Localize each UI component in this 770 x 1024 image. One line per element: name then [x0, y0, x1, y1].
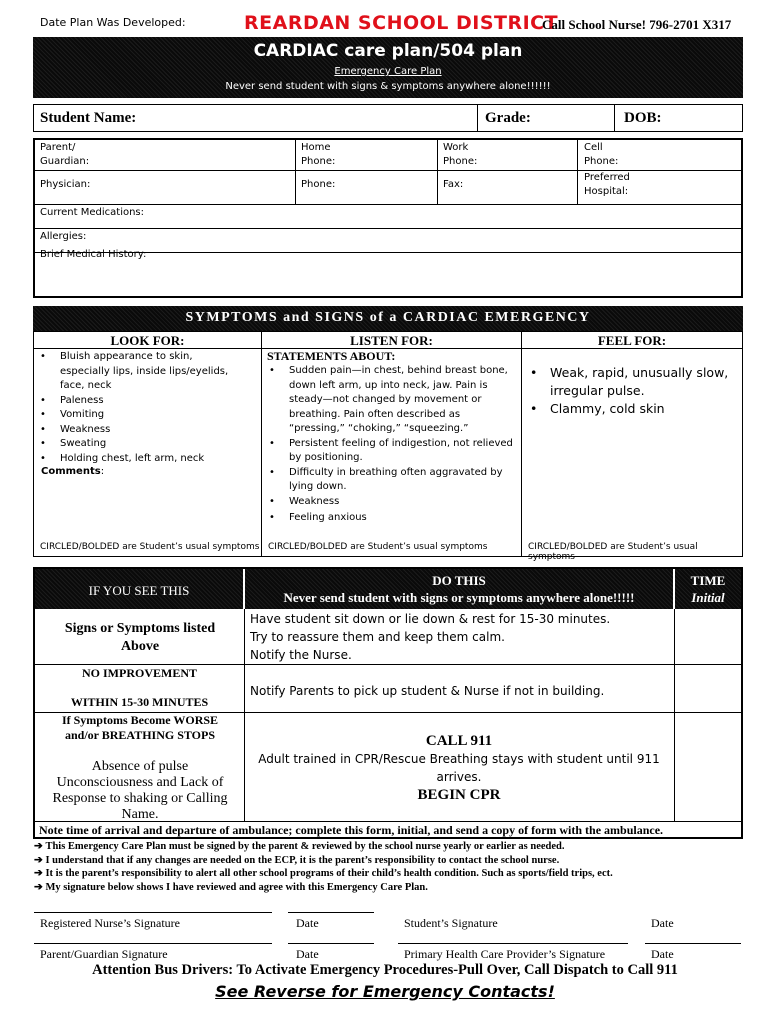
col1-header: IF YOU SEE THIS	[88, 583, 190, 598]
arrow-note	[34, 840, 754, 854]
plan-title: CARDIAC care plan/504 plan	[253, 41, 523, 61]
arrow-icon: ➔	[34, 881, 46, 893]
look-item: • Sweating	[36, 437, 236, 452]
arrow-note-text: My signature below shows I have reviewed and agree with this Emergency Care Plan.	[45, 881, 428, 893]
arrow-icon: ➔	[34, 868, 46, 879]
arrow-note-text: It is the parent’s responsibility to alert all other school programs of their child’s health condition. Such as sports/field trips, ect.	[45, 868, 613, 879]
title-banner	[33, 37, 743, 98]
bus-driver-notice: Attention Bus Drivers: To Activate Emergency Procedures-Pull Over, Call Dispatch to Call 911	[92, 962, 678, 978]
work-phone-label: Phone:	[443, 156, 478, 167]
look-item: • Vomiting	[36, 408, 236, 423]
row2-see-line1: NO IMPROVEMENT	[82, 666, 197, 680]
look-item: • Paleness	[36, 394, 236, 409]
col3-header: TIME	[690, 573, 726, 588]
cell-phone-label: Phone:	[584, 156, 619, 167]
see-reverse-notice: See Reverse for Emergency Contacts!	[215, 982, 555, 1001]
comments-label	[41, 466, 104, 477]
listen-circled-note: CIRCLED/BOLDED are Student’s usual symptoms	[268, 542, 488, 552]
row1-do	[250, 610, 670, 664]
listen-item: • Weakness	[265, 495, 515, 510]
parent-label: Parent/	[40, 142, 76, 153]
look-circled-note: CIRCLED/BOLDED are Student’s usual symptoms	[40, 542, 260, 552]
date4-line[interactable]	[645, 943, 741, 944]
row1-see: Signs or Symptoms listed Above	[64, 621, 216, 654]
arrow-notes	[34, 840, 754, 894]
student-row	[33, 104, 743, 132]
row3-see-bold: If Symptoms Become WORSE and/or BREATHING STOPS	[61, 713, 219, 742]
physician-phone-label: Phone:	[301, 179, 336, 190]
guardian-label: Guardian:	[40, 156, 90, 167]
contact-grid	[33, 138, 743, 298]
row3-do-text: Adult trained in CPR/Rescue Breathing stays with student until 911 arrives.	[258, 752, 660, 784]
dob-label: DOB:	[624, 110, 662, 126]
col3-subheader: Initial	[691, 590, 725, 605]
nurse-signature-line[interactable]	[34, 912, 272, 913]
symptoms-banner	[33, 306, 743, 331]
nurse-phone: Call School Nurse! 796-2701 X317	[542, 17, 732, 32]
row3-begin-cpr: BEGIN CPR	[417, 787, 501, 803]
row1-do-line: Notify the Nurse.	[250, 648, 352, 662]
arrow-note	[34, 881, 754, 895]
row1-do-line: Have student sit down or lie down & rest for 15-30 minutes.	[250, 612, 611, 626]
feel-circled-note: CIRCLED/BOLDED are Student’s usual symptoms	[528, 542, 698, 562]
date4-label: Date	[651, 947, 674, 961]
date1-line[interactable]	[288, 912, 374, 913]
look-list	[36, 350, 236, 466]
comments-label-text: Comments	[41, 466, 101, 477]
comments-colon: :	[100, 466, 105, 477]
row3-see-normal: Absence of pulse Unconsciousness and Lack of Response to shaking or Calling Name.	[52, 759, 228, 822]
row2-see-line2: WITHIN 15-30 MINUTES	[70, 695, 209, 709]
provider-signature-line[interactable]	[398, 943, 628, 944]
fax-label: Fax:	[443, 179, 464, 190]
plan-warning: Never send student with signs & symptoms anywhere alone!!!!!!	[225, 81, 551, 92]
home-phone-label: Phone:	[301, 156, 336, 167]
row1-do-line: Try to reassure them and keep them calm.	[250, 630, 505, 644]
grade-label: Grade:	[485, 110, 531, 126]
hospital-label: Hospital:	[584, 186, 629, 197]
feel-item: • Clammy, cold skin	[526, 400, 736, 418]
look-item: • Bluish appearance to skin, especially lips, inside lips/eyelids, face, neck	[36, 350, 236, 394]
feel-item: • Weak, rapid, unusually slow, irregular pulse.	[526, 364, 736, 400]
symptoms-title: SYMPTOMS and SIGNS of a CARDIAC EMERGENCY	[185, 310, 591, 325]
arrow-note-text: This Emergency Care Plan must be signed by the parent & reviewed by the school nurse yearly or earlier as needed.	[45, 841, 565, 852]
listen-subheader: STATEMENTS ABOUT:	[267, 349, 396, 363]
district-name: REARDAN SCHOOL DISTRICT	[244, 12, 559, 34]
col2-subheader: Never send student with signs or symptoms anywhere alone!!!!!	[283, 590, 635, 605]
date-developed-label: Date Plan Was Developed:	[40, 16, 186, 29]
listen-header: LISTEN FOR:	[350, 333, 433, 348]
arrow-icon: ➔	[34, 841, 46, 852]
work-label: Work	[443, 142, 469, 153]
arrow-note-text: I understand that if any changes are needed on the ECP, it is the parent’s responsibility to contact the school nurse.	[45, 854, 560, 866]
medications-label: Current Medications:	[40, 207, 145, 218]
provider-signature-label: Primary Health Care Provider’s Signature	[404, 947, 606, 961]
listen-item: • Difficulty in breathing often aggravated by lying down.	[265, 466, 515, 495]
date2-label: Date	[651, 916, 674, 930]
row3-call-911: CALL 911	[425, 733, 493, 749]
look-header: LOOK FOR:	[110, 333, 185, 348]
look-item: • Holding chest, left arm, neck	[36, 452, 236, 467]
col2-header: DO THIS	[432, 573, 486, 588]
parent-signature-label: Parent/Guardian Signature	[40, 947, 168, 961]
row2-do: Notify Parents to pick up student & Nurse if not in building.	[250, 684, 605, 698]
nurse-signature-label: Registered Nurse’s Signature	[40, 916, 180, 930]
ambulance-note: Note time of arrival and departure of ambulance; complete this form, initial, and send a copy of form with the ambulance.	[39, 823, 664, 837]
date3-line[interactable]	[288, 943, 374, 944]
feel-list	[526, 364, 736, 418]
arrow-icon: ➔	[34, 854, 46, 866]
arrow-note	[34, 854, 754, 868]
listen-item: • Feeling anxious	[265, 511, 515, 526]
action-table	[33, 567, 743, 839]
listen-item: • Persistent feeling of indigestion, not relieved by positioning.	[265, 437, 515, 466]
arrow-note	[34, 867, 754, 881]
student-signature-label: Student’s Signature	[404, 916, 498, 930]
preferred-label: Preferred	[584, 172, 630, 183]
parent-signature-line[interactable]	[34, 943, 272, 944]
symptoms-table	[33, 331, 743, 562]
allergies-label: Allergies:	[40, 231, 87, 242]
date3-label: Date	[296, 947, 319, 961]
student-name-label: Student Name:	[40, 110, 137, 126]
cell-label: Cell	[584, 142, 603, 153]
listen-item: • Sudden pain—in chest, behind breast bone, down left arm, up into neck, jaw. Pain is steady—not changed by movement or breathing. Pain often described as “pressing,” “choking,” “squeezing.”	[265, 364, 515, 437]
feel-header: FEEL FOR:	[597, 333, 667, 348]
listen-list	[265, 364, 515, 526]
physician-label: Physician:	[40, 179, 91, 190]
look-item: • Weakness	[36, 423, 236, 438]
plan-subtitle: Emergency Care Plan	[334, 66, 442, 77]
date1-label: Date	[296, 916, 319, 930]
home-label: Home	[301, 142, 331, 153]
history-label: Brief Medical History:	[40, 249, 147, 260]
